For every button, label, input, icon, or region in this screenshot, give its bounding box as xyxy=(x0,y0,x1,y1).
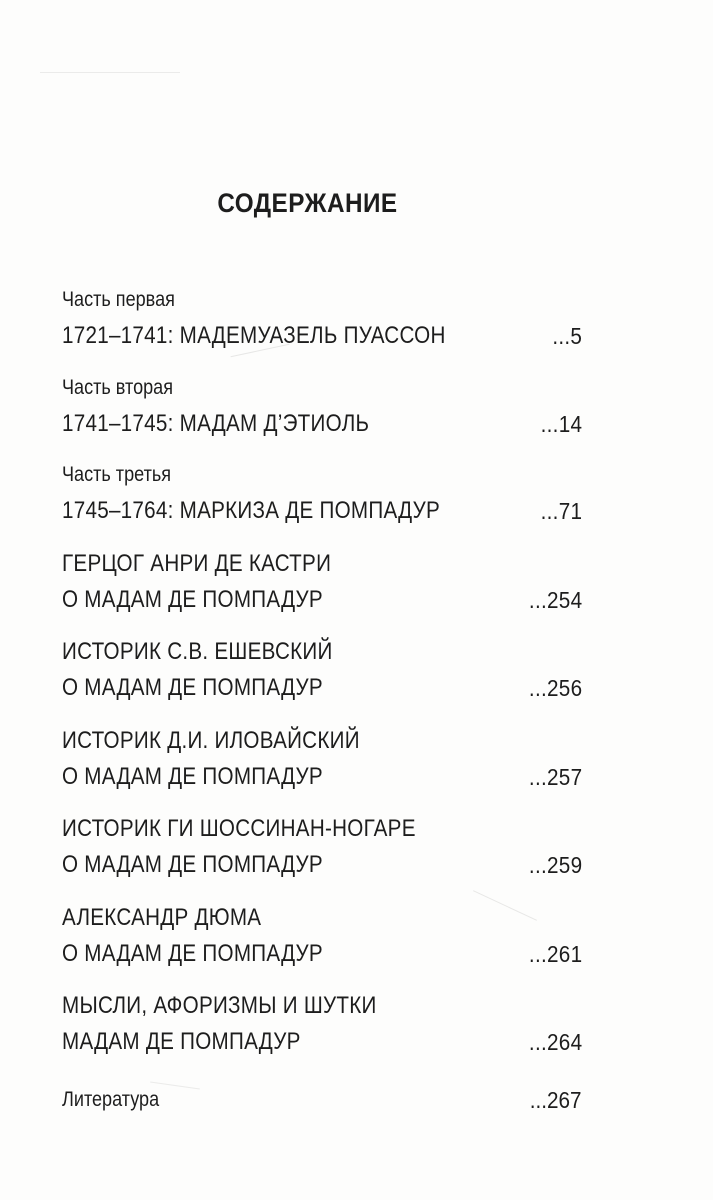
entry-subtitle: О МАДАМ ДЕ ПОМПАДУР xyxy=(62,763,323,790)
entry-label: Часть вторая xyxy=(62,376,173,399)
entry-label: Часть первая xyxy=(62,288,175,311)
page-number: ...71 xyxy=(540,498,582,524)
toc-entry-part-2 xyxy=(62,370,582,442)
toc-entry-eshevsky xyxy=(62,634,582,706)
toc-entry-dumas xyxy=(62,900,582,972)
entry-label: Часть третья xyxy=(62,463,172,486)
toc-entry-part-1 xyxy=(62,282,582,354)
entry-subtitle: О МАДАМ ДЕ ПОМПАДУР xyxy=(62,940,323,967)
entry-title: АЛЕКСАНДР ДЮМА xyxy=(62,904,262,931)
toc-entry-part-3 xyxy=(62,457,582,529)
entry-title: 1721–1741: МАДЕМУАЗЕЛЬ ПУАССОН xyxy=(62,322,446,349)
page-number: ...5 xyxy=(552,323,582,349)
toc-entry-chaussinand-nogaret xyxy=(62,811,582,883)
entry-title: ИСТОРИК ГИ ШОССИНАН-НОГАРЕ xyxy=(62,815,416,842)
entry-title: 1745–1764: МАРКИЗА ДЕ ПОМПАДУР xyxy=(62,497,441,524)
toc-entry-literature xyxy=(62,1082,582,1118)
entry-title: ГЕРЦОГ АНРИ ДЕ КАСТРИ xyxy=(62,550,332,577)
entry-subtitle: О МАДАМ ДЕ ПОМПАДУР xyxy=(62,586,323,613)
page-number: ...14 xyxy=(540,411,582,437)
toc-entry-castries xyxy=(62,546,582,618)
page-number: ...254 xyxy=(528,587,582,613)
page-number: ...261 xyxy=(528,941,582,967)
entry-label: Литература xyxy=(62,1088,160,1111)
page-number: ...257 xyxy=(528,764,582,790)
toc-entry-aphorisms xyxy=(62,988,582,1060)
entry-title: ИСТОРИК С.В. ЕШЕВСКИЙ xyxy=(62,638,333,665)
page-title: СОДЕРЖАНИЕ xyxy=(217,188,398,218)
toc-entry-ilovaisky xyxy=(62,723,582,795)
entry-subtitle: О МАДАМ ДЕ ПОМПАДУР xyxy=(62,851,323,878)
page-number: ...267 xyxy=(530,1087,582,1113)
entry-title: ИСТОРИК Д.И. ИЛОВАЙСКИЙ xyxy=(62,727,360,754)
page-number: ...259 xyxy=(528,852,582,878)
entry-subtitle: МАДАМ ДЕ ПОМПАДУР xyxy=(62,1028,301,1055)
entry-title: 1741–1745: МАДАМ Д’ЭТИОЛЬ xyxy=(62,410,370,437)
entry-subtitle: О МАДАМ ДЕ ПОМПАДУР xyxy=(62,674,323,701)
page-number: ...256 xyxy=(528,675,582,701)
page-number: ...264 xyxy=(528,1029,582,1055)
entry-title: МЫСЛИ, АФОРИЗМЫ И ШУТКИ xyxy=(62,992,377,1019)
